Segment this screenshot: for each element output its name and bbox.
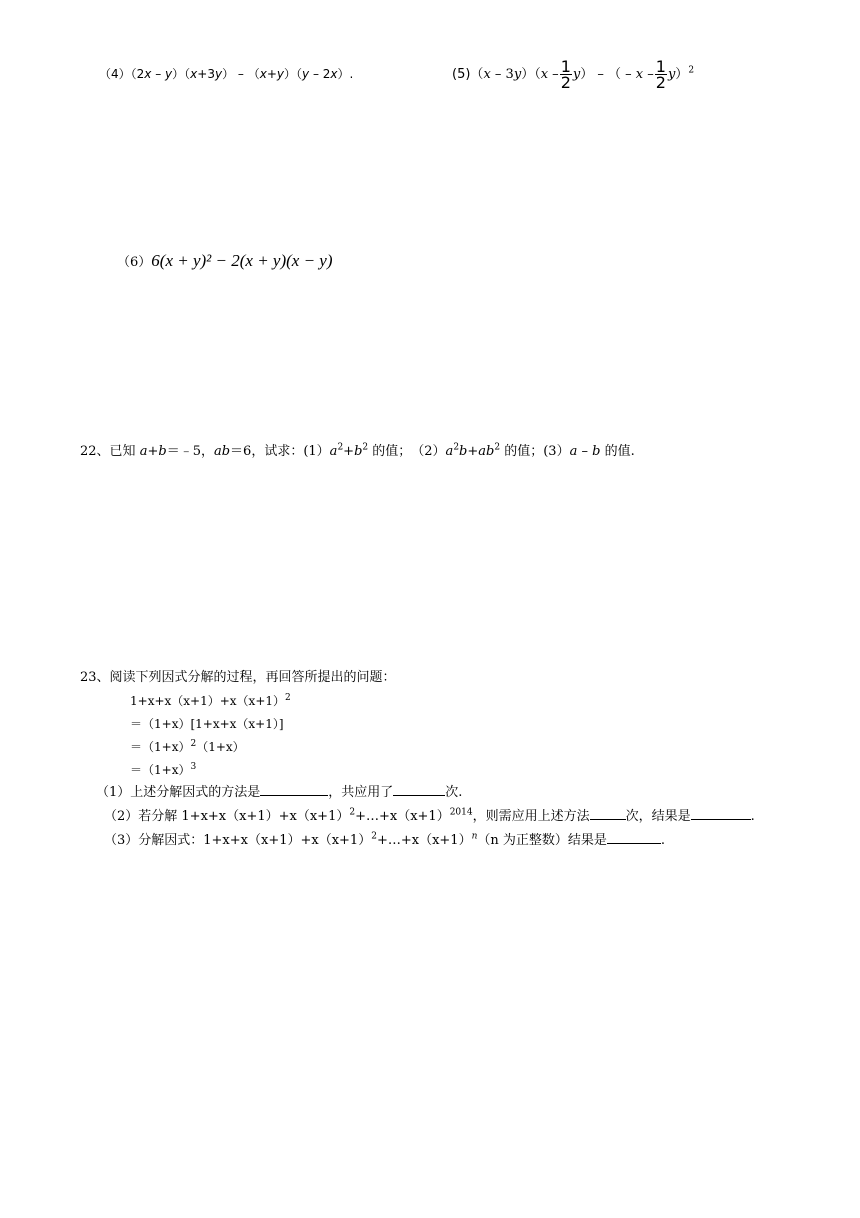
fraction-one-half (560, 59, 572, 90)
problem-5-label: (5) (452, 67, 471, 82)
q22-t: 的值； （2） (368, 444, 446, 459)
sub-text: 次. (445, 785, 463, 800)
p4-var: y (214, 67, 223, 81)
q22-t: + (343, 444, 355, 459)
p5-var: x (635, 67, 644, 82)
sub-exp: 2 (349, 807, 356, 818)
answer-blank[interactable] (393, 782, 445, 796)
q23-step-1 (130, 692, 291, 710)
q22-exp: 2 (453, 442, 460, 453)
q22-exp: 2 (494, 442, 501, 453)
p4-t: ）. (337, 67, 354, 81)
p4-var: y (302, 67, 310, 81)
step-exp: 3 (190, 762, 197, 772)
q22-t: + (467, 444, 479, 459)
q22-var: ab (213, 444, 231, 459)
p5-t: – (643, 67, 654, 82)
p4-t: （2 (130, 67, 145, 81)
sub-text: （n 为正整数）结果是 (477, 833, 607, 848)
p4-var: x (259, 67, 267, 81)
q22-var: ab (478, 444, 495, 459)
q22-t: + (147, 444, 159, 459)
q22-exp: 2 (362, 442, 369, 453)
p4-t: +3 (197, 67, 215, 81)
q23-sub-3 (104, 830, 665, 850)
q22-t: – (577, 444, 593, 459)
q22-var: a (445, 444, 454, 459)
p5-var: y (513, 67, 522, 82)
problem-5 (452, 58, 694, 92)
p5-t: ） – （ – (580, 67, 636, 82)
sub-exp: n (471, 831, 478, 842)
problem-4 (99, 65, 353, 83)
q22-var: b (158, 444, 167, 459)
q22-t: 的值；(3） (500, 444, 570, 459)
q23-intro-text: 阅读下列因式分解的过程，再回答所提出的问题： (109, 670, 396, 685)
q22-var: b (459, 444, 468, 459)
fraction-denominator: 2 (560, 73, 571, 92)
p4-var: x (190, 67, 198, 81)
problem-4-label: （4） (99, 67, 131, 81)
sub-text: +…+x（x+1） (355, 809, 450, 824)
problem-6 (117, 250, 333, 274)
problem-6-expression: 6(x + y)² − 2(x + y)(x − y) (151, 251, 333, 270)
q22-var: b (592, 444, 601, 459)
q22-t: ＝6，试求：(1） (230, 444, 330, 459)
q23-step-3 (130, 738, 245, 756)
step-text: （1+x） (196, 740, 245, 754)
p5-var: y (667, 67, 676, 82)
q23-step-4 (130, 761, 196, 779)
problem-6-label: （6） (117, 255, 152, 270)
sub-text: （2）若分解 1+x+x（x+1）+x（x+1） (104, 809, 350, 824)
question-22 (80, 443, 635, 461)
q22-t: 的值. (600, 444, 635, 459)
sub-exp: 2014 (449, 807, 473, 818)
step-text: ＝（1+x） (130, 740, 191, 754)
step-text: ＝（1+x）[1+x+x（x+1）] (130, 717, 284, 731)
step-exp: 2 (190, 739, 197, 749)
p4-t: ）（ (172, 67, 191, 81)
p5-var: y (572, 67, 581, 82)
answer-blank[interactable] (590, 806, 626, 820)
q22-var: a (569, 444, 578, 459)
step-text: 1+x+x（x+1）+x（x+1） (130, 694, 286, 708)
p4-t: ） – （ (222, 67, 260, 81)
q23-step-2 (130, 715, 284, 733)
p5-t: ）（ (521, 67, 541, 82)
q23-sub-2 (104, 806, 755, 826)
p5-t: （ (470, 67, 484, 82)
p4-var: x (144, 67, 152, 81)
q22-var: b (354, 444, 363, 459)
sub-text: . (660, 833, 666, 848)
p5-exponent: 2 (688, 65, 695, 76)
answer-blank[interactable] (691, 806, 751, 820)
sub-text: +…+x（x+1） (376, 833, 472, 848)
p4-t: – (151, 67, 166, 81)
step-exp: 2 (285, 693, 291, 703)
p5-var: x (483, 67, 491, 82)
p5-t: – 3 (490, 67, 514, 82)
sub-exp: 2 (371, 831, 377, 842)
q22-t: 已知 (109, 444, 140, 459)
step-text: ＝（1+x） (130, 763, 191, 777)
p4-var: x (330, 67, 338, 81)
p4-t: – 2 (309, 67, 331, 81)
q23-sub-1 (96, 782, 462, 802)
q22-var: a (139, 444, 148, 459)
p4-t: + (266, 67, 277, 81)
p5-t: ） (675, 67, 689, 82)
question-number: 23、 (80, 670, 110, 685)
sub-text: （1）上述分解因式的方法是 (96, 785, 261, 800)
fraction-denominator: 2 (655, 73, 666, 92)
p4-var: y (165, 67, 173, 81)
p4-var: y (276, 67, 284, 81)
sub-text: . (750, 809, 755, 824)
answer-blank[interactable] (260, 782, 328, 796)
fraction-one-half (655, 59, 667, 90)
p5-t: – (548, 67, 559, 82)
sub-text: 次，结果是 (625, 809, 691, 824)
sub-text: ，则需应用上述方法 (472, 809, 590, 824)
p5-var: x (540, 67, 549, 82)
p4-t: ）（ (284, 67, 303, 81)
answer-blank[interactable] (607, 830, 661, 844)
q22-exp: 2 (337, 442, 344, 453)
q22-var: a (329, 444, 338, 459)
sub-text: （3）分解因式：1+x+x（x+1）+x（x+1） (104, 833, 372, 848)
fraction-numerator: 1 (560, 57, 571, 76)
q22-t: ＝﹣5， (166, 444, 214, 459)
question-number: 22、 (80, 444, 110, 459)
question-23-intro (80, 669, 396, 687)
sub-text: ，共应用了 (328, 785, 394, 800)
fraction-numerator: 1 (655, 57, 666, 76)
